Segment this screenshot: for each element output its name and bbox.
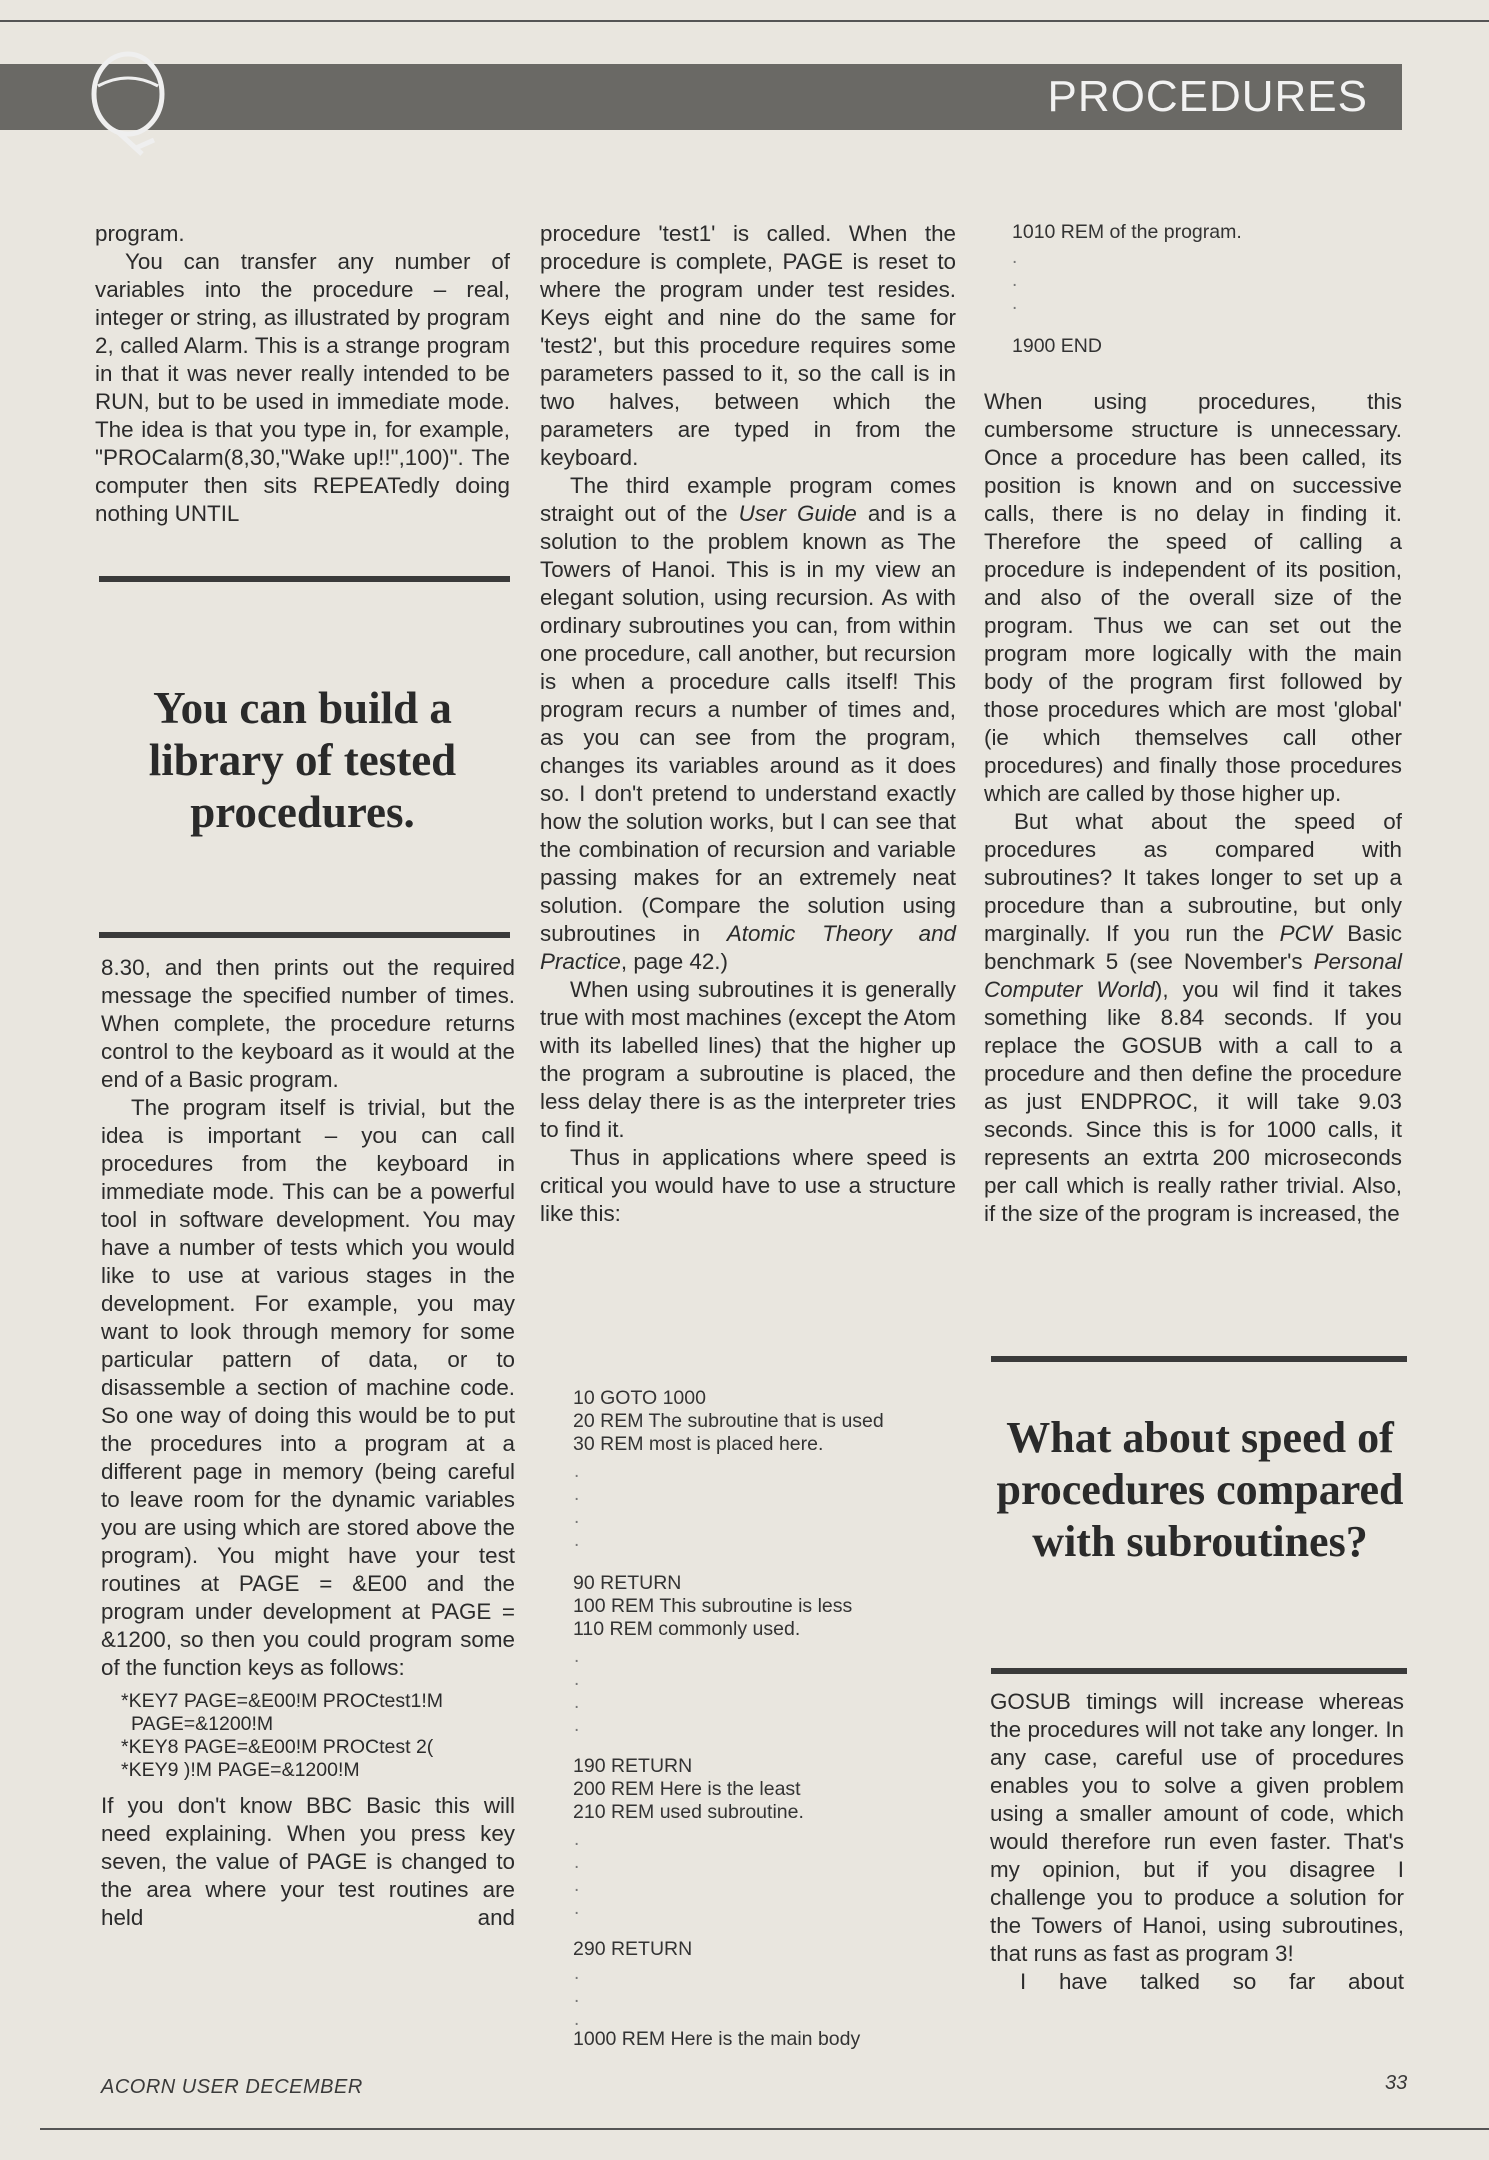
code-line: 110 REM commonly used.: [573, 1618, 801, 1640]
code-line: 190 RETURN: [573, 1755, 693, 1777]
key-line: PAGE=&1200!M: [131, 1713, 274, 1735]
pullquote-rule-bottom: [991, 1668, 1407, 1674]
key-line: *KEY8 PAGE=&E00!M PROCtest 2(: [121, 1736, 434, 1758]
code-listing: [573, 2028, 860, 2051]
pullquote-rule-bottom: [99, 932, 510, 938]
code-listing: [573, 1938, 692, 1961]
ellipsis-dots: . . .: [1012, 247, 1018, 314]
code-line: 210 REM used subroutine.: [573, 1801, 804, 1823]
section-banner: [0, 64, 1402, 130]
ellipsis-dots: . . .: [574, 1963, 580, 2030]
paragraph: The third example program comes straight out of the User Guide and is a solution to the problem known as The Towers of Hanoi. This is in my view an elegant solution, using recursion. As with ordinary subroutines you can, from within one procedure, call another, but recursion is when a procedure calls itself! This program recurs a number of times and, as you can see from the program, changes its variables around as it does so. I don't pretend to understand exactly how the solution works, but I can see that the combination of recursion and variable passing makes for an extremely neat solution. (Compare the solution using subroutines in Atomic Theory and Practice, page 42.): [540, 473, 956, 974]
paragraph: You can transfer any number of variables into the procedure – real, integer or string, as illustrated by program 2, called Alarm. This is a strange program in that it was never really intended to be RUN, but to be used in immediate mode. The idea is that you type in, for example, "PROCalarm(8,30,"Wake up!!",100)". The computer then sits REPEATedly doing nothing UNTIL: [95, 249, 510, 526]
paragraph: If you don't know BBC Basic this will need explaining. When you press key seven, the value of PAGE is changed to the area where your test routines are held and: [101, 1793, 515, 1930]
column-2: [540, 220, 956, 1228]
q-magnifier-icon: [84, 44, 174, 162]
ellipsis-dots: . . . .: [574, 1461, 580, 1551]
paragraph: When using subroutines it is generally true with most machines (except the Atom with its labelled lines) that the higher up the program a subroutine is placed, the less delay there is as the interpreter tries to find it.: [540, 977, 956, 1142]
code-line: 20 REM The subroutine that is used: [573, 1410, 884, 1432]
code-line: 90 RETURN: [573, 1572, 682, 1594]
column-1-bottom: [101, 954, 515, 1932]
code-listing: [1012, 335, 1102, 358]
column-3-bottom: [990, 1688, 1404, 1996]
pullquote-rule-top: [991, 1356, 1407, 1362]
paragraph: procedure 'test1' is called. When the procedure is complete, PAGE is reset to where the program under test resides. Keys eight and nine do the same for 'test2', but this procedure requires some parameters passed to it, so the call is in two halves, between which the parameters are typed in from the keyboard.: [540, 221, 956, 470]
page-number: 33: [1385, 2072, 1408, 2094]
paragraph: program.: [95, 221, 185, 246]
key-definitions: [121, 1690, 515, 1782]
pullquote-rule-top: [99, 576, 510, 582]
code-line: 100 REM This subroutine is less: [573, 1595, 853, 1617]
bottom-rule: [40, 2128, 1489, 2130]
publication-footer: ACORN USER DECEMBER: [101, 2076, 363, 2098]
code-listing: [1012, 221, 1242, 244]
paragraph: 8.30, and then prints out the required message the specified number of times. When complete, the procedure returns control to the keyboard as it would at the end of a Basic program.: [101, 955, 515, 1092]
code-listing: [573, 1387, 884, 1456]
code-listing: [573, 1755, 804, 1824]
section-title: PROCEDURES: [1047, 72, 1368, 121]
code-line: 30 REM most is placed here.: [573, 1433, 824, 1455]
code-line: 1000 REM Here is the main body: [573, 2028, 861, 2050]
key-line: *KEY7 PAGE=&E00!M PROCtest1!M: [121, 1690, 444, 1712]
code-line: 290 RETURN: [573, 1938, 693, 1960]
column-3-top: [984, 388, 1402, 1228]
paragraph: Thus in applications where speed is critical you would have to use a structure like this:: [540, 1145, 956, 1226]
paragraph: I have talked so far about: [1020, 1969, 1404, 1994]
pull-quote: What about speed of procedures compared with subroutines?: [996, 1413, 1404, 1566]
code-line: 200 REM Here is the least: [573, 1778, 801, 1800]
column-1-top: [95, 220, 510, 528]
paragraph: But what about the speed of procedures as compared with subroutines? It takes longer to set up a procedure than a subroutine, but only marginally. If you run the PCW Basic benchmark 5 (see November's Personal Computer World), you wil find it takes something like 8.84 seconds. If you replace the GOSUB with a call to a procedure and then define the procedure as just ENDPROC, it will take 9.03 seconds. Since this is for 1000 calls, it represents an extrta 200 microseconds per call which is really rather trivial. Also, if the size of the program is increased, the: [984, 809, 1402, 1226]
code-listing: [573, 1572, 852, 1641]
pull-quote: You can build a library of tested procedures.: [148, 683, 457, 837]
code-line: 1010 REM of the program.: [1012, 221, 1242, 243]
paragraph: When using procedures, this cumbersome structure is unnecessary. Once a procedure has been called, its position is known and on successive calls, there is no delay in finding it. Therefore the speed of calling a procedure is independent of its position, and also of the overall size of the program. Thus we can set out the program more logically with the main body of the program first followed by those procedures which are most 'global' (ie which themselves call other procedures) and finally those procedures which are called by those higher up.: [984, 389, 1402, 806]
paragraph: GOSUB timings will increase whereas the procedures will not take any longer. In any case, careful use of procedures enables you to solve a given problem using a smaller amount of code, which would therefore run even faster. That's my opinion, but if you disagree I challenge you to produce a solution for the Towers of Hanoi, using subroutines, that runs as fast as program 3!: [990, 1689, 1404, 1966]
ellipsis-dots: . . . .: [574, 1646, 580, 1736]
top-rule: [0, 20, 1489, 22]
code-line: 10 GOTO 1000: [573, 1387, 706, 1409]
ellipsis-dots: . . . .: [574, 1829, 580, 1919]
key-line: *KEY9 )!M PAGE=&1200!M: [121, 1759, 360, 1781]
code-line: 1900 END: [1012, 335, 1102, 357]
paragraph: The program itself is trivial, but the idea is important – you can call procedures from the keyboard in immediate mode. This can be a powerful tool in software development. You may have a number of tests which you would like to use at various stages in the development. For example, you may want to look through memory for some particular pattern of data, or to disassemble a section of machine code. So one way of doing this would be to put the procedures into a program at a different page in memory (being careful to leave room for the dynamic variables you are using which are stored above the program). You might have your test routines at PAGE = &E00 and the program under development at PAGE = &1200, so then you could program some of the function keys as follows:: [101, 1095, 515, 1680]
